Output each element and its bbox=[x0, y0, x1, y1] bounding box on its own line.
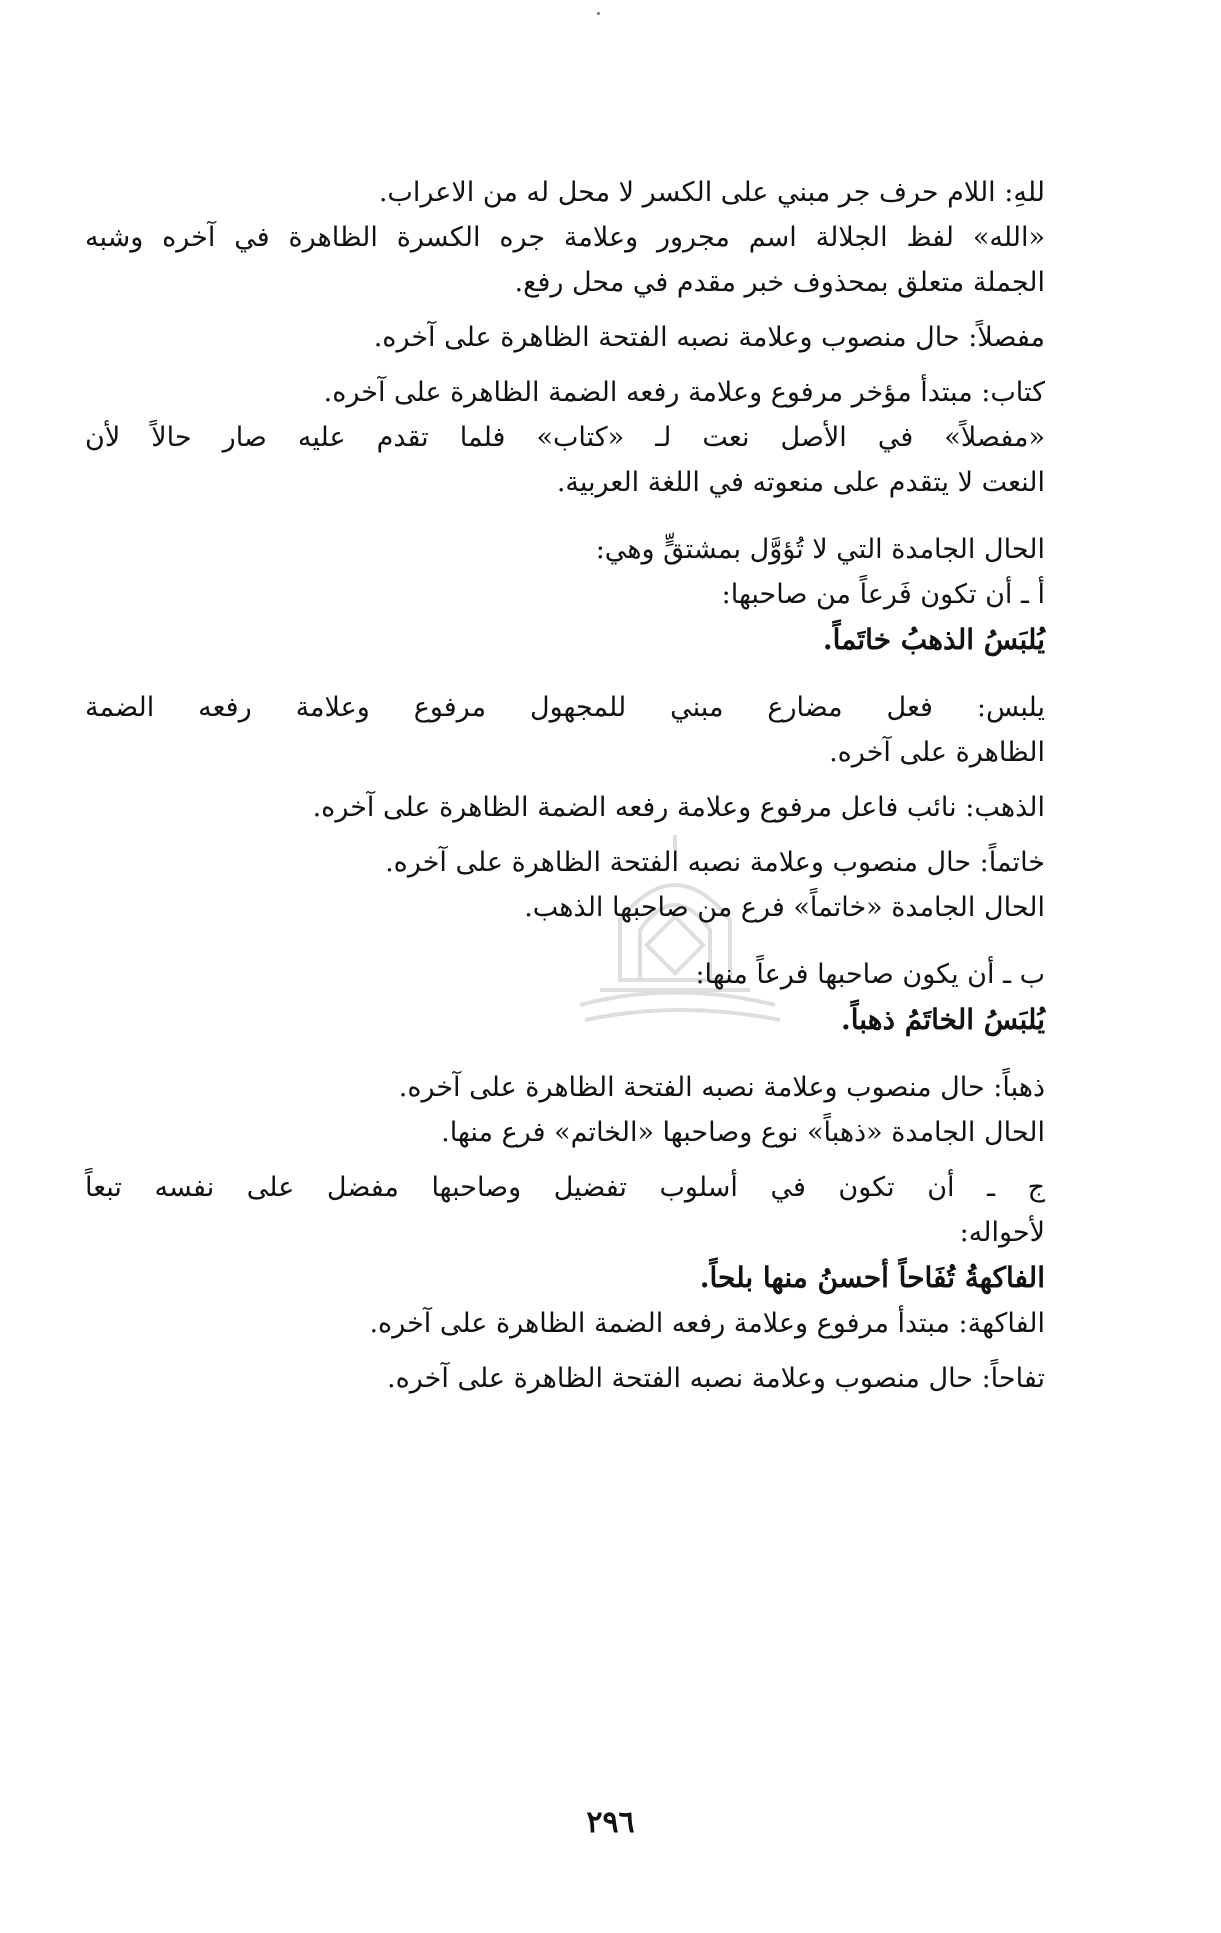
text-line: تفاحاً: حال منصوب وعلامة نصبه الفتحة الظاهرة على آخره. bbox=[387, 1363, 1045, 1394]
example-sentence: الفاكهةُ تُفَاحاً أحسنُ منها بلحاً. bbox=[699, 1261, 1045, 1294]
text-line: مفصلاً: حال منصوب وعلامة نصبه الفتحة الظاهرة على آخره. bbox=[373, 322, 1045, 353]
text-line: الذهب: نائب فاعل مرفوع وعلامة رفعه الضمة الظاهرة على آخره. bbox=[312, 792, 1045, 823]
text-line: الجملة متعلق بمحذوف خبر مقدم في محل رفع. bbox=[514, 267, 1045, 298]
text-line: ذهباً: حال منصوب وعلامة نصبه الفتحة الظاهرة على آخره. bbox=[398, 1072, 1045, 1103]
scan-speck bbox=[597, 12, 600, 15]
subsection-heading: أ ـ أن تكون فَرعاً من صاحبها: bbox=[721, 579, 1045, 610]
text-line: الحال الجامدة «ذهباً» نوع وصاحبها «الخاتم» فرع منها. bbox=[441, 1117, 1045, 1148]
text-line: الفاكهة: مبتدأ مرفوع وعلامة رفعه الضمة الظاهرة على آخره. bbox=[369, 1308, 1045, 1339]
subsection-heading: ب ـ أن يكون صاحبها فرعاً منها: bbox=[695, 959, 1045, 990]
text-line: «الله» لفظ الجلالة اسم مجرور وعلامة جره الكسرة الظاهرة في آخره وشبه bbox=[85, 222, 1045, 253]
text-line: النعت لا يتقدم على منعوته في اللغة العربية. bbox=[556, 467, 1045, 498]
text-line: خاتماً: حال منصوب وعلامة نصبه الفتحة الظاهرة على آخره. bbox=[385, 847, 1045, 878]
example-sentence: يُلبَسُ الذهبُ خاتَماً. bbox=[822, 623, 1045, 656]
document-page bbox=[85, 170, 1045, 1401]
text-line: للهِ: اللام حرف جر مبني على الكسر لا محل له من الاعراب. bbox=[378, 177, 1045, 208]
section-heading: الحال الجامدة التي لا تُؤوَّل بمشتقٍّ وهي: bbox=[595, 534, 1045, 565]
example-sentence: يُلبَسُ الخاتَمُ ذهباً. bbox=[840, 1003, 1045, 1036]
text-line: لأحواله: bbox=[959, 1217, 1045, 1248]
text-line: الحال الجامدة «خاتماً» فرع من صاحبها الذهب. bbox=[524, 892, 1045, 923]
text-line: «مفصلاً» في الأصل نعت لـ «كتاب» فلما تقدم عليه صار حالاً لأن bbox=[85, 422, 1045, 453]
text-line: كتاب: مبتدأ مؤخر مرفوع وعلامة رفعه الضمة الظاهرة على آخره. bbox=[323, 377, 1045, 408]
text-line: يلبس: فعل مضارع مبني للمجهول مرفوع وعلامة رفعه الضمة bbox=[85, 692, 1045, 723]
text-line: الظاهرة على آخره. bbox=[829, 737, 1045, 768]
subsection-heading: ج ـ أن تكون في أسلوب تفضيل وصاحبها مفضل على نفسه تبعاً bbox=[85, 1172, 1045, 1203]
page-number: ٢٩٦ bbox=[586, 1805, 635, 1840]
